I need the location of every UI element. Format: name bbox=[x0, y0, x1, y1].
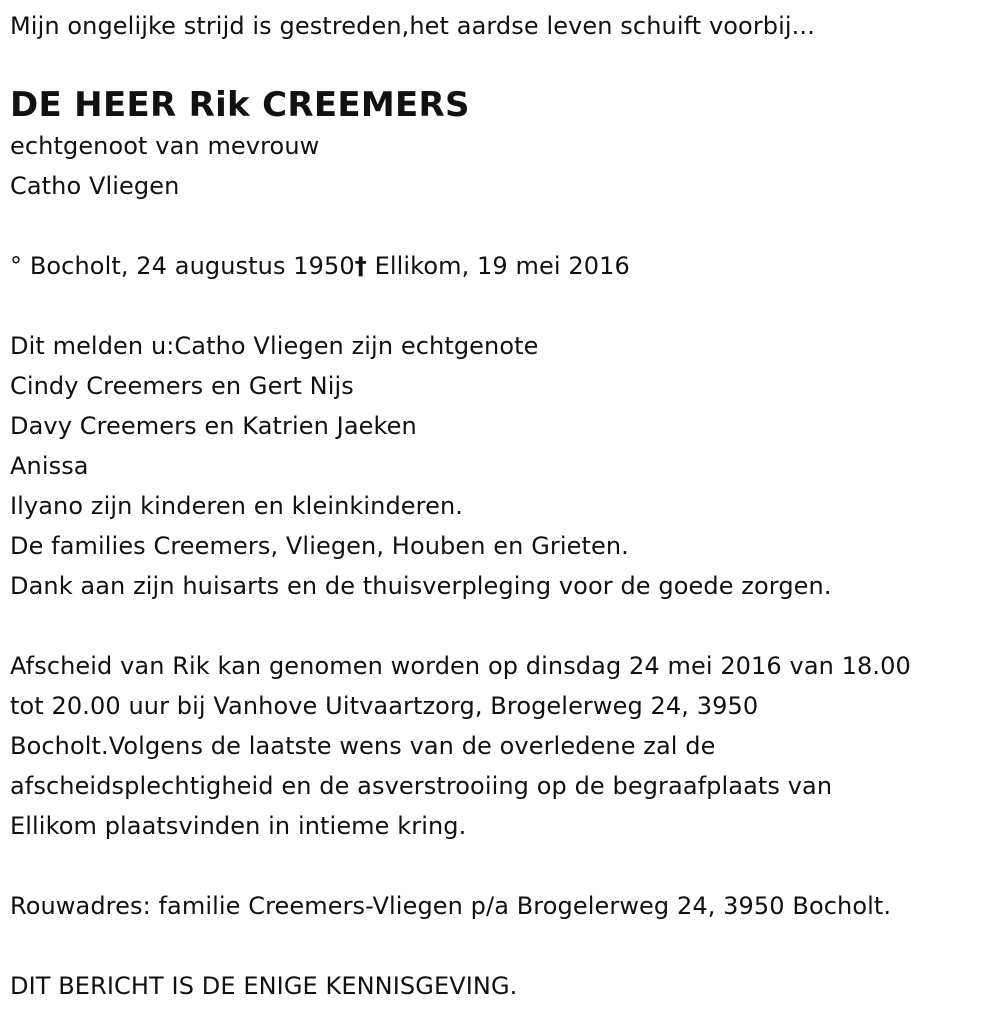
family-announcement bbox=[10, 326, 1000, 606]
spacer bbox=[10, 606, 1000, 646]
spouse-line-1: echtgenoot van mevrouw bbox=[10, 132, 320, 160]
family-line: Davy Creemers en Katrien Jaeken bbox=[10, 412, 417, 440]
spacer bbox=[10, 286, 1000, 326]
family-line: Dit melden u:Catho Vliegen zijn echtgenote bbox=[10, 332, 539, 360]
farewell-paragraph bbox=[10, 646, 1000, 846]
farewell-line: afscheidsplechtigheid en de asverstrooiing op de begraafplaats van bbox=[10, 772, 833, 800]
farewell-line: tot 20.00 uur bij Vanhove Uitvaartzorg, Brogelerweg 24, 3950 bbox=[10, 692, 759, 720]
spouse-line-2: Catho Vliegen bbox=[10, 172, 180, 200]
family-line: De families Creemers, Vliegen, Houben en Grieten. bbox=[10, 532, 629, 560]
family-line: Ilyano zijn kinderen en kleinkinderen. bbox=[10, 492, 464, 520]
cross-icon: † bbox=[354, 252, 367, 280]
deceased-title: DE HEER Rik CREEMERS bbox=[10, 85, 470, 125]
family-line: Dank aan zijn huisarts en de thuisverpleging voor de goede zorgen. bbox=[10, 572, 832, 600]
farewell-line: Bocholt.Volgens de laatste wens van de overledene zal de bbox=[10, 732, 716, 760]
intro-line: Mijn ongelijke strijd is gestreden,het aardse leven schuift voorbij... bbox=[10, 12, 815, 40]
spacer bbox=[10, 846, 1000, 886]
farewell-line: Afscheid van Rik kan genomen worden op dinsdag 24 mei 2016 van 18.00 bbox=[10, 652, 911, 680]
birth-date: ° Bocholt, 24 augustus 1950 bbox=[10, 252, 355, 280]
spacer bbox=[10, 206, 1000, 246]
family-line: Cindy Creemers en Gert Nijs bbox=[10, 372, 354, 400]
mourning-address: Rouwadres: familie Creemers-Vliegen p/a Brogelerweg 24, 3950 Bocholt. bbox=[10, 892, 892, 920]
family-line: Anissa bbox=[10, 452, 89, 480]
notice-line: DIT BERICHT IS DE ENIGE KENNISGEVING. bbox=[10, 972, 518, 1000]
death-date: Ellikom, 19 mei 2016 bbox=[366, 252, 630, 280]
dates-line bbox=[10, 246, 1000, 286]
farewell-line: Ellikom plaatsvinden in intieme kring. bbox=[10, 812, 467, 840]
spacer bbox=[10, 926, 1000, 966]
